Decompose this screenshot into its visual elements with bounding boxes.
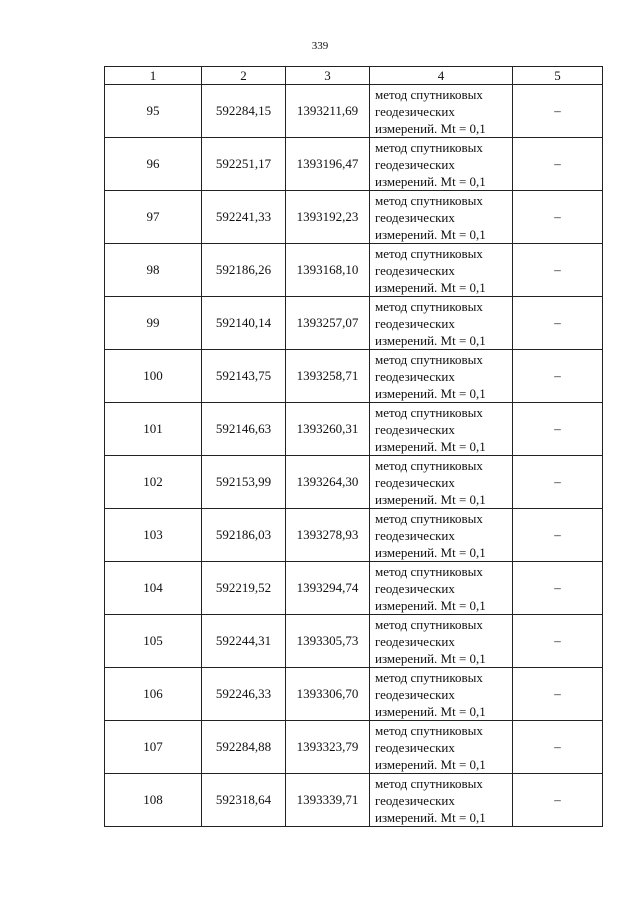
method-text-line: метод спутниковых	[375, 245, 483, 261]
header-col-3: 3	[286, 67, 370, 85]
point-number-cell: 102	[105, 456, 202, 509]
method-cell	[370, 244, 513, 297]
method-text-line: геодезических	[375, 368, 455, 384]
point-number-cell: 106	[105, 668, 202, 721]
method-cell	[370, 774, 513, 827]
point-number-cell: 104	[105, 562, 202, 615]
x-coordinate-cell: 592244,31	[202, 615, 286, 668]
method-cell	[370, 191, 513, 244]
method-text-line: геодезических	[375, 633, 455, 649]
table-row	[105, 509, 603, 562]
method-text-line: измерений. Mt = 0,1	[375, 438, 486, 454]
method-text-line: геодезических	[375, 315, 455, 331]
method-text-line: метод спутниковых	[375, 298, 483, 314]
method-text-line: геодезических	[375, 527, 455, 543]
note-cell: –	[513, 668, 603, 721]
note-cell: –	[513, 297, 603, 350]
table-row	[105, 191, 603, 244]
method-text-line: измерений. Mt = 0,1	[375, 650, 486, 666]
y-coordinate-cell: 1393306,70	[286, 668, 370, 721]
method-cell	[370, 509, 513, 562]
method-text-line: метод спутниковых	[375, 616, 483, 632]
method-text-line: метод спутниковых	[375, 457, 483, 473]
method-cell	[370, 615, 513, 668]
x-coordinate-cell: 592284,88	[202, 721, 286, 774]
x-coordinate-cell: 592186,26	[202, 244, 286, 297]
method-text-line: геодезических	[375, 103, 455, 119]
point-number-cell: 108	[105, 774, 202, 827]
method-text-line: геодезических	[375, 686, 455, 702]
method-text-line: метод спутниковых	[375, 775, 483, 791]
table-header-row	[105, 67, 603, 85]
point-number-cell: 105	[105, 615, 202, 668]
y-coordinate-cell: 1393323,79	[286, 721, 370, 774]
header-col-4: 4	[370, 67, 513, 85]
point-number-cell: 100	[105, 350, 202, 403]
note-cell: –	[513, 350, 603, 403]
page-number: 339	[311, 40, 329, 52]
note-cell: –	[513, 509, 603, 562]
note-cell: –	[513, 244, 603, 297]
y-coordinate-cell: 1393192,23	[286, 191, 370, 244]
method-text-line: геодезических	[375, 580, 455, 596]
table-row	[105, 85, 603, 138]
x-coordinate-cell: 592241,33	[202, 191, 286, 244]
x-coordinate-cell: 592318,64	[202, 774, 286, 827]
table-row	[105, 244, 603, 297]
x-coordinate-cell: 592143,75	[202, 350, 286, 403]
header-col-5: 5	[513, 67, 603, 85]
x-coordinate-cell: 592140,14	[202, 297, 286, 350]
method-text-line: измерений. Mt = 0,1	[375, 544, 486, 560]
table-body	[105, 85, 603, 827]
table-row	[105, 138, 603, 191]
table-row	[105, 297, 603, 350]
method-text-line: метод спутниковых	[375, 351, 483, 367]
table-row	[105, 774, 603, 827]
method-text-line: геодезических	[375, 421, 455, 437]
note-cell: –	[513, 615, 603, 668]
note-cell: –	[513, 85, 603, 138]
method-text-line: метод спутниковых	[375, 139, 483, 155]
method-cell	[370, 668, 513, 721]
table-row	[105, 562, 603, 615]
method-text-line: измерений. Mt = 0,1	[375, 491, 486, 507]
x-coordinate-cell: 592251,17	[202, 138, 286, 191]
method-text-line: геодезических	[375, 739, 455, 755]
method-text-line: измерений. Mt = 0,1	[375, 385, 486, 401]
method-cell	[370, 297, 513, 350]
point-number-cell: 99	[105, 297, 202, 350]
note-cell: –	[513, 456, 603, 509]
point-number-cell: 101	[105, 403, 202, 456]
method-text-line: метод спутниковых	[375, 669, 483, 685]
note-cell: –	[513, 403, 603, 456]
table-row	[105, 403, 603, 456]
point-number-cell: 107	[105, 721, 202, 774]
header-col-1: 1	[105, 67, 202, 85]
method-cell	[370, 403, 513, 456]
y-coordinate-cell: 1393278,93	[286, 509, 370, 562]
table-row	[105, 615, 603, 668]
x-coordinate-cell: 592146,63	[202, 403, 286, 456]
method-cell	[370, 350, 513, 403]
y-coordinate-cell: 1393168,10	[286, 244, 370, 297]
x-coordinate-cell: 592153,99	[202, 456, 286, 509]
method-text-line: геодезических	[375, 156, 455, 172]
point-number-cell: 98	[105, 244, 202, 297]
x-coordinate-cell: 592219,52	[202, 562, 286, 615]
method-text-line: измерений. Mt = 0,1	[375, 332, 486, 348]
method-text-line: геодезических	[375, 209, 455, 225]
y-coordinate-cell: 1393257,07	[286, 297, 370, 350]
method-text-line: измерений. Mt = 0,1	[375, 756, 486, 772]
y-coordinate-cell: 1393294,74	[286, 562, 370, 615]
y-coordinate-cell: 1393339,71	[286, 774, 370, 827]
table-row	[105, 350, 603, 403]
table-row	[105, 456, 603, 509]
note-cell: –	[513, 191, 603, 244]
method-cell	[370, 562, 513, 615]
x-coordinate-cell: 592246,33	[202, 668, 286, 721]
method-text-line: геодезических	[375, 262, 455, 278]
point-number-cell: 96	[105, 138, 202, 191]
method-text-line: измерений. Mt = 0,1	[375, 226, 486, 242]
method-text-line: измерений. Mt = 0,1	[375, 173, 486, 189]
y-coordinate-cell: 1393211,69	[286, 85, 370, 138]
method-text-line: измерений. Mt = 0,1	[375, 703, 486, 719]
method-cell	[370, 456, 513, 509]
coordinates-table	[104, 66, 603, 827]
y-coordinate-cell: 1393264,30	[286, 456, 370, 509]
point-number-cell: 95	[105, 85, 202, 138]
method-text-line: измерений. Mt = 0,1	[375, 120, 486, 136]
point-number-cell: 97	[105, 191, 202, 244]
method-text-line: метод спутниковых	[375, 86, 483, 102]
method-text-line: измерений. Mt = 0,1	[375, 279, 486, 295]
method-text-line: метод спутниковых	[375, 192, 483, 208]
method-cell	[370, 721, 513, 774]
point-number-cell: 103	[105, 509, 202, 562]
method-cell	[370, 138, 513, 191]
method-text-line: измерений. Mt = 0,1	[375, 809, 486, 825]
note-cell: –	[513, 721, 603, 774]
y-coordinate-cell: 1393196,47	[286, 138, 370, 191]
note-cell: –	[513, 138, 603, 191]
x-coordinate-cell: 592186,03	[202, 509, 286, 562]
method-text-line: измерений. Mt = 0,1	[375, 597, 486, 613]
method-text-line: геодезических	[375, 474, 455, 490]
table-row	[105, 721, 603, 774]
method-text-line: геодезических	[375, 792, 455, 808]
y-coordinate-cell: 1393260,31	[286, 403, 370, 456]
x-coordinate-cell: 592284,15	[202, 85, 286, 138]
note-cell: –	[513, 774, 603, 827]
header-col-2: 2	[202, 67, 286, 85]
method-text-line: метод спутниковых	[375, 563, 483, 579]
method-cell	[370, 85, 513, 138]
y-coordinate-cell: 1393258,71	[286, 350, 370, 403]
method-text-line: метод спутниковых	[375, 510, 483, 526]
note-cell: –	[513, 562, 603, 615]
method-text-line: метод спутниковых	[375, 404, 483, 420]
method-text-line: метод спутниковых	[375, 722, 483, 738]
table-row	[105, 668, 603, 721]
y-coordinate-cell: 1393305,73	[286, 615, 370, 668]
